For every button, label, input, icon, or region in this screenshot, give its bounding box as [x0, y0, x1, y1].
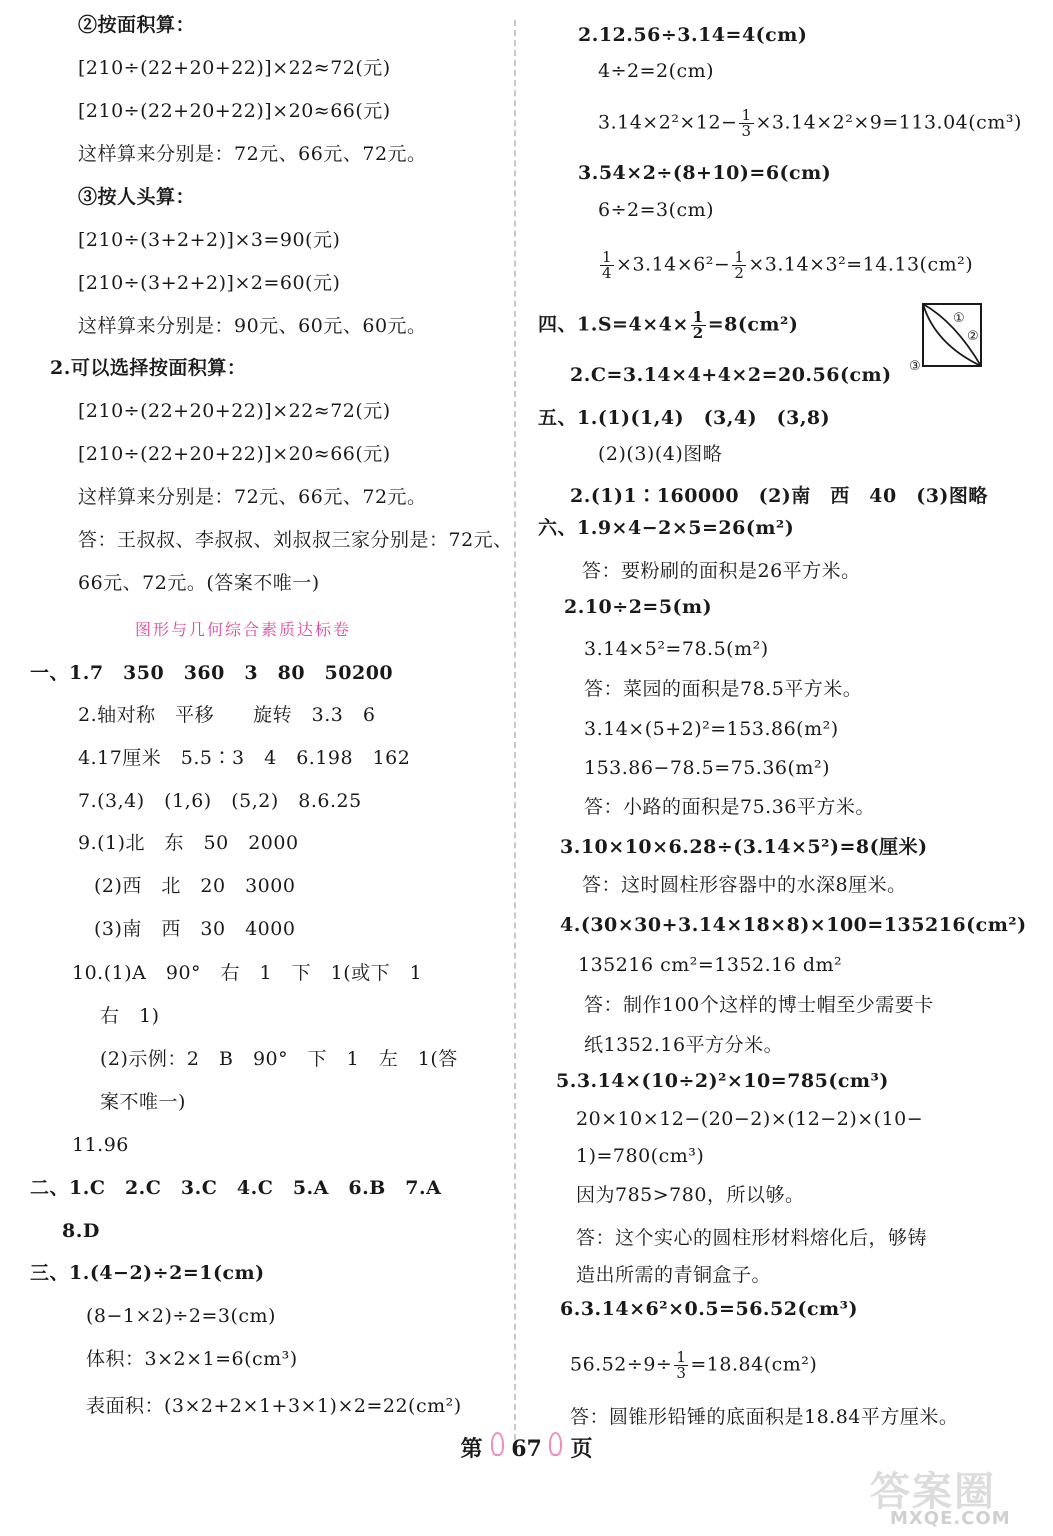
line-text: 3.14×(5+2)²=153.86(m²) — [584, 718, 839, 740]
right-answer-line — [560, 1296, 858, 1322]
watermark-sub: MXQE.COM — [890, 1508, 1011, 1529]
right-answer-line — [560, 912, 1027, 938]
line-text: 这样算来分别是：90元、60元、60元。 — [78, 315, 427, 337]
line-text: (2)示例：2 B 90° 下 1 左 1(答 — [100, 1048, 458, 1070]
left-answer-line — [30, 1175, 441, 1201]
right-answer-line — [570, 1350, 817, 1381]
line-text: 5.3.14×(10÷2)²×10=785(cm³) — [556, 1070, 889, 1092]
line-text: 56.52÷9÷ — [570, 1353, 673, 1376]
right-answer-line — [598, 58, 714, 84]
left-answer-line — [78, 55, 391, 81]
left-answer-line — [72, 960, 422, 986]
left-answer-line — [78, 702, 375, 728]
line-text: 2.轴对称 平移 旋转 3.3 6 — [78, 704, 376, 726]
left-answer-line — [78, 98, 391, 124]
left-answer-line — [30, 1260, 265, 1286]
left-answer-line — [30, 660, 393, 686]
line-text: 答：这个实心的圆柱形材料熔化后，够铸 — [576, 1227, 928, 1249]
line-text: ③按人头算： — [78, 186, 196, 208]
right-answer-line — [570, 1404, 958, 1430]
right-answer-line — [576, 1106, 923, 1132]
bunny-ear-left-icon — [491, 1432, 504, 1456]
fraction-numerator: 1 — [602, 248, 613, 266]
footer-prefix: 第 — [460, 1436, 483, 1462]
line-text-tail: =8(cm²) — [707, 313, 799, 336]
left-answer-line — [78, 313, 427, 339]
figure-label-3: ③ — [909, 359, 921, 374]
line-text: 答：菜园的面积是78.5平方米。 — [584, 678, 863, 700]
line-text: 答：这时圆柱形容器中的水深8厘米。 — [582, 874, 907, 896]
fraction — [600, 250, 614, 281]
right-answer-line — [584, 755, 830, 781]
line-text-tail: =18.84(cm²) — [690, 1353, 818, 1376]
line-text: 五、1.(1)(1,4) (3,4) (3,8) — [538, 407, 831, 429]
right-answer-line — [584, 992, 934, 1018]
fraction-denominator: 2 — [692, 324, 704, 342]
right-answer-line — [576, 1143, 704, 1169]
line-text-tail: ×3.14×2²×9=113.04(cm³) — [755, 111, 1022, 134]
line-text: (8−1×2)÷2=3(cm) — [86, 1305, 276, 1327]
left-answer-line — [78, 398, 391, 424]
right-answer-line — [584, 1032, 783, 1058]
line-text: 2.10÷2=5(m) — [564, 596, 713, 618]
left-answer-line — [78, 141, 427, 167]
right-answer-line — [582, 872, 907, 898]
line-text: 8.D — [62, 1220, 100, 1242]
right-answer-line — [578, 952, 842, 978]
line-text: 6.3.14×6²×0.5=56.52(cm³) — [560, 1298, 858, 1320]
right-answer-line — [570, 483, 988, 509]
line-text: [210÷(3+2+2)]×2=60(元) — [78, 272, 341, 294]
line-text: 纸1352.16平方分米。 — [584, 1034, 784, 1056]
left-answer-line — [62, 1218, 100, 1244]
line-text: 图形与几何综合素质达标卷 — [135, 620, 352, 639]
line-text: 3.54×2÷(8+10)=6(cm) — [578, 162, 832, 184]
right-answer-line — [576, 1182, 804, 1208]
right-answer-line — [538, 515, 794, 541]
right-answer-line — [560, 834, 928, 860]
fraction-numerator: 1 — [734, 248, 745, 266]
fraction — [691, 310, 706, 341]
left-answer-line — [94, 873, 295, 899]
left-answer-line — [78, 745, 410, 771]
line-text: 4.(30×30+3.14×18×8)×100=135216(cm²) — [560, 914, 1027, 936]
watermark-text: 答案圈 — [870, 1469, 996, 1515]
line-text: 答：王叔叔、李叔叔、刘叔叔三家分别是：72元、 — [78, 529, 513, 551]
square-arc-figure — [909, 300, 985, 374]
line-text: 135216 cm²=1352.16 dm² — [578, 954, 843, 976]
line-text: 2.12.56÷3.14=4(cm) — [578, 24, 808, 46]
left-answer-line — [78, 527, 513, 553]
fraction — [674, 1350, 688, 1381]
line-text: 答：圆锥形铅锤的底面积是18.84平方厘米。 — [570, 1406, 959, 1428]
line-text: 体积：3×2×1=6(cm³) — [86, 1348, 298, 1370]
left-answer-line — [78, 270, 340, 296]
right-answer-line — [578, 22, 807, 48]
fraction-numerator: 1 — [741, 106, 752, 124]
line-text: 2.C=3.14×4+4×2=20.56(cm) — [570, 364, 892, 386]
line-text: 6÷2=3(cm) — [598, 199, 715, 221]
left-answer-line — [78, 441, 391, 467]
left-answer-line — [72, 1132, 129, 1158]
left-answer-line — [78, 227, 340, 253]
column-divider — [514, 20, 516, 1440]
bunny-ear-right-icon — [549, 1432, 562, 1456]
line-text: 20×10×12−(20−2)×(12−2)×(10− — [576, 1108, 924, 1130]
fraction-numerator: 1 — [676, 1348, 687, 1366]
right-answer-line — [570, 362, 892, 388]
right-answer-line — [598, 250, 973, 281]
page-number: 67 — [511, 1436, 542, 1462]
left-answer-line — [50, 355, 246, 381]
left-answer-line — [86, 1393, 462, 1419]
fraction — [732, 250, 746, 281]
figure-label-2: ② — [967, 329, 979, 344]
left-answer-line — [78, 570, 320, 596]
right-answer-line — [584, 794, 875, 820]
left-answer-line — [100, 1089, 186, 1115]
line-text: 7.(3,4) (1,6) (5,2) 8.6.25 — [78, 790, 362, 812]
line-text: (2)西 北 20 3000 — [94, 875, 296, 897]
left-answer-line — [86, 1303, 276, 1329]
left-answer-line — [100, 1003, 160, 1029]
left-answer-line — [94, 916, 295, 942]
line-text: 造出所需的青铜盒子。 — [576, 1264, 772, 1286]
line-text: [210÷(3+2+2)]×3=90(元) — [78, 229, 341, 251]
line-text: 10.(1)A 90° 右 1 下 1(或下 1 — [72, 962, 423, 984]
right-answer-line — [578, 160, 831, 186]
line-text: (3)南 西 30 4000 — [94, 918, 296, 940]
line-text: 这样算来分别是：72元、66元、72元。 — [78, 143, 427, 165]
fraction-denominator: 2 — [734, 264, 745, 282]
left-answer-line — [86, 1346, 298, 1372]
left-answer-line — [78, 788, 362, 814]
left-answer-line — [78, 12, 195, 38]
fraction-denominator: 4 — [602, 264, 613, 282]
left-answer-line — [100, 1046, 458, 1072]
fraction-denominator: 3 — [676, 1364, 687, 1382]
line-text: 4÷2=2(cm) — [598, 60, 715, 82]
right-answer-line — [584, 716, 839, 742]
line-text: 2.可以选择按面积算： — [50, 357, 247, 379]
line-text: 4.17厘米 5.5∶3 4 6.198 162 — [78, 747, 411, 769]
section-title — [135, 617, 351, 643]
line-text: 11.96 — [72, 1134, 129, 1156]
line-text: ②按面积算： — [78, 14, 196, 36]
left-answer-line — [78, 830, 299, 856]
right-answer-line — [576, 1262, 771, 1288]
line-text: 答：要粉刷的面积是26平方米。 — [582, 560, 861, 582]
line-text-tail: ×3.14×6²− — [616, 253, 731, 276]
right-answer-line — [538, 405, 830, 431]
line-text: 3.10×10×6.28÷(3.14×5²)=8(厘米) — [560, 836, 928, 858]
right-answer-line — [556, 1068, 889, 1094]
right-answer-line — [576, 1225, 927, 1251]
right-answer-line — [598, 108, 1022, 139]
line-text: 一、1.7 350 360 3 80 50200 — [30, 662, 394, 684]
line-text: 9.(1)北 东 50 2000 — [78, 832, 299, 854]
right-answer-line — [584, 676, 862, 702]
page-footer — [0, 1432, 1053, 1463]
line-text: [210÷(22+20+22)]×22≈72(元) — [78, 400, 391, 422]
line-text: 1)=780(cm³) — [576, 1145, 705, 1167]
right-answer-line — [582, 558, 861, 584]
fraction-numerator: 1 — [692, 308, 704, 326]
line-text: 3.14×5²=78.5(m²) — [584, 638, 769, 660]
line-text: 答：制作100个这样的博士帽至少需要卡 — [584, 994, 934, 1016]
line-text: 答：小路的面积是75.36平方米。 — [584, 796, 875, 818]
right-answer-line — [584, 636, 769, 662]
line-text: 因为785>780，所以够。 — [576, 1184, 805, 1206]
line-text: 右 1) — [100, 1005, 160, 1027]
line-text: [210÷(22+20+22)]×20≈66(元) — [78, 100, 391, 122]
right-answer-line — [538, 310, 798, 341]
line-text: 四、1.S=4×4× — [538, 313, 689, 336]
line-text: 3.14×2²×12− — [598, 111, 738, 134]
watermark-logo — [870, 1460, 1045, 1530]
left-answer-line — [78, 184, 195, 210]
line-text-tail: ×3.14×3²=14.13(cm²) — [748, 253, 974, 276]
footer-suffix: 页 — [570, 1436, 593, 1462]
line-text: (2)(3)(4)图略 — [598, 443, 723, 465]
line-text: 2.(1)1∶160000 (2)南 西 40 (3)图略 — [570, 485, 988, 507]
line-text: 153.86−78.5=75.36(m²) — [584, 757, 830, 779]
figure-label-1: ① — [953, 311, 965, 326]
line-text: 表面积：(3×2+2×1+3×1)×2=22(cm²) — [86, 1395, 462, 1417]
left-answer-line — [78, 484, 427, 510]
line-text: 案不唯一) — [100, 1091, 186, 1113]
right-answer-line — [564, 594, 712, 620]
right-answer-line — [598, 197, 714, 223]
fraction — [739, 108, 753, 139]
line-text: [210÷(22+20+22)]×20≈66(元) — [78, 443, 391, 465]
line-text: 六、1.9×4−2×5=26(m²) — [538, 517, 795, 539]
line-text: [210÷(22+20+22)]×22≈72(元) — [78, 57, 391, 79]
fraction-denominator: 3 — [741, 122, 752, 140]
line-text: 二、1.C 2.C 3.C 4.C 5.A 6.B 7.A — [30, 1177, 442, 1199]
line-text: 66元、72元。(答案不唯一) — [78, 572, 320, 594]
right-answer-line — [598, 441, 722, 467]
line-text: 这样算来分别是：72元、66元、72元。 — [78, 486, 427, 508]
line-text: 三、1.(4−2)÷2=1(cm) — [30, 1262, 265, 1284]
